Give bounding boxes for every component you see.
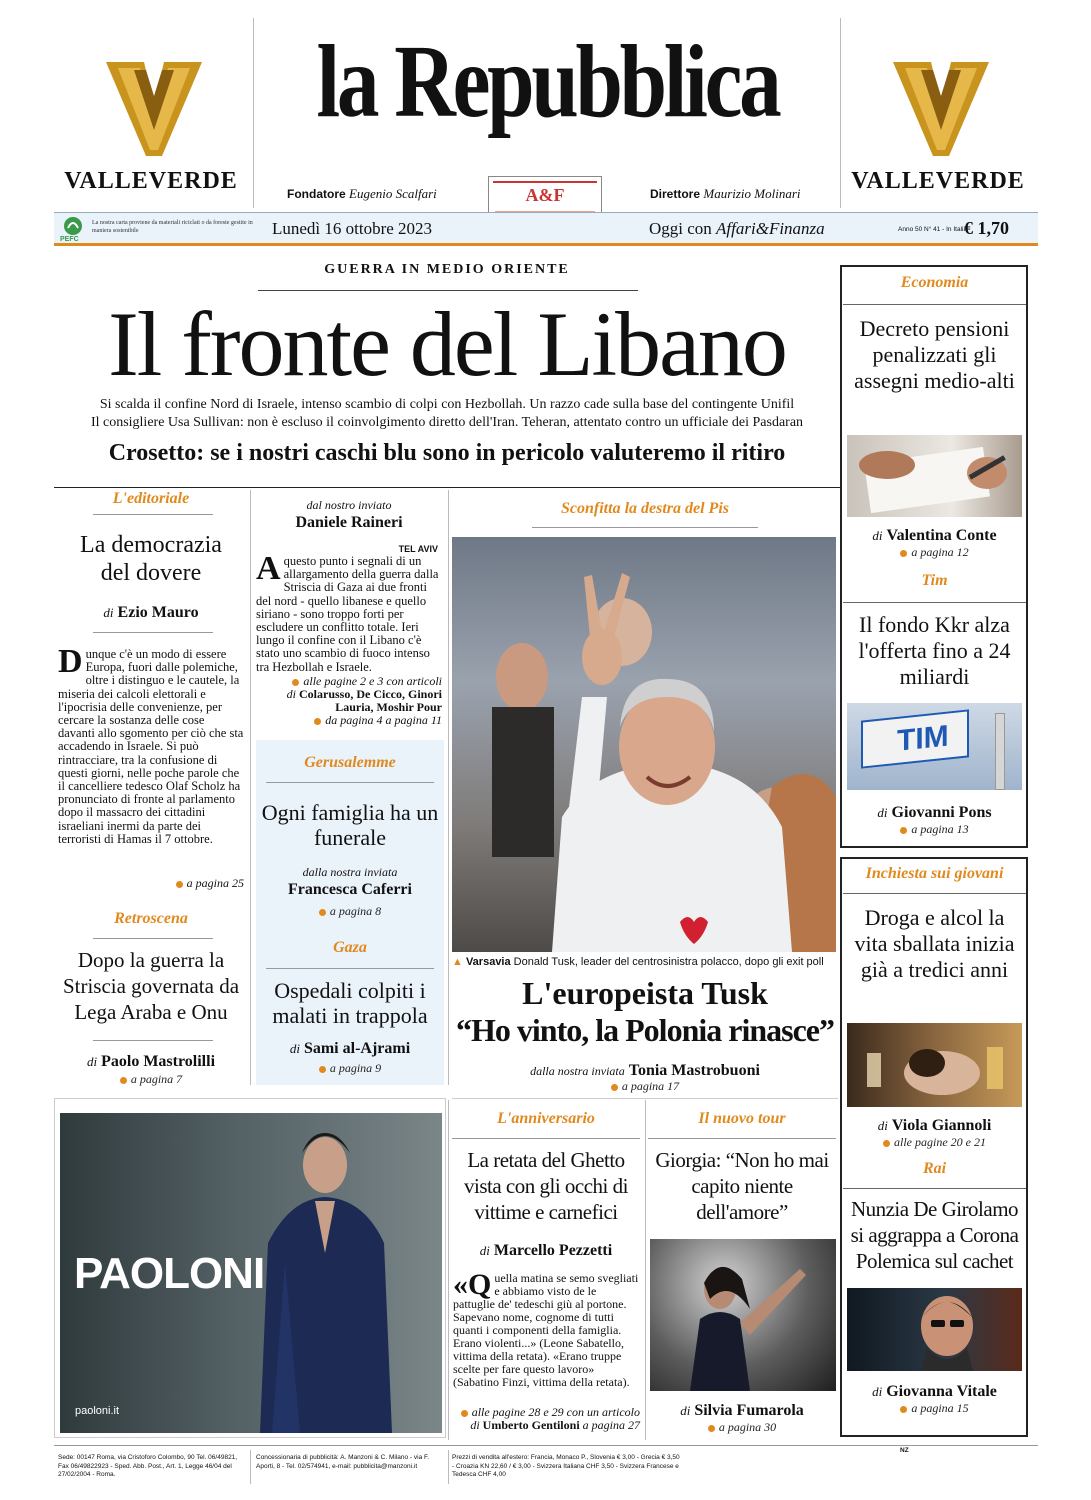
sidebar-economia[interactable] — [843, 268, 1026, 568]
tim-sign — [861, 709, 969, 768]
editorial-text: Dunque c'è un modo di essere Europa, fuori dalle polemiche, oltre i distinguo e le cautele, la miseria dei calcoli elettorali e l'ipocrisia delle convenienze, per cercare la sostanza delle cose davanti allo sgomento per ciò che sta accadendo in Israele. Si può rintracciare, tra la confusione di questi giorni, nelle poche parole che il cancelliere tedesco Olaf Scholz ha pronunciato di fronte al parlamento dopo il massacro dei cittadini israeliani inermi da parte dei terroristi di Hamas il 7 ottobre. — [58, 643, 244, 846]
gaza-byline: di Sami al-Ajrami — [289, 1040, 411, 1057]
editorial-byline: di Ezio Mauro — [103, 604, 199, 621]
gerusalemme-title: Ogni famiglia ha un funerale — [261, 800, 439, 850]
raineri-pre: dal nostro inviato — [306, 498, 392, 512]
giorgia-photo-illustration — [650, 1239, 836, 1391]
paoloni-ad[interactable] — [54, 1098, 446, 1438]
corona-photo[interactable] — [847, 1288, 1022, 1371]
gaza-kicker: Gaza — [333, 939, 367, 956]
tusk-article[interactable] — [452, 490, 838, 1095]
raineri-refs: alle pagine 2 e 3 con articoli di Colarusso, De Cicco, Ginori Lauria, Moshir Pour da pagina 4 a pagina 11 — [286, 674, 442, 727]
tusk-kicker: Sconfitta la destra del Pis — [561, 500, 729, 517]
sidebar-giovani-kicker: Inchiesta sui giovani — [865, 865, 1004, 882]
valleverde-brand-left: VALLEVERDE — [64, 168, 238, 194]
youth-photo[interactable] — [847, 1023, 1022, 1107]
pension-photo[interactable] — [847, 435, 1022, 517]
tusk-photo-illustration — [452, 537, 836, 952]
lead-summary-2: Il consigliere Usa Sullivan: non è escluso il coinvolgimento diretto dell'Iran. Teheran, attentato contro un ufficiale dei Pasdaran — [90, 415, 804, 430]
pefc-note: La nostra carta proviene da materiali riciclati o da foreste gestite in maniera sostenibile — [92, 220, 253, 234]
gaza-title: Ospedali colpiti i malati in trappola — [272, 978, 428, 1028]
ghetto-refs: alle pagine 28 e 29 con un articolo di Umberto Gentiloni a pagina 27 — [452, 1406, 640, 1432]
sidebar-economia-pageref: a pagina 12 — [843, 545, 1026, 560]
tusk-photo[interactable] — [452, 537, 836, 952]
valleverde-brand-right: VALLEVERDE — [851, 168, 1025, 194]
sidebar-rai[interactable] — [843, 1157, 1026, 1432]
youth-photo-illustration — [847, 1023, 1022, 1107]
gaza-jerusalem-box — [256, 740, 444, 1085]
editorial-kicker: L'editoriale — [112, 490, 190, 507]
sidebar-giovani-title: Droga e alcol la vita sballata inizia già a tredici anni — [854, 905, 1015, 982]
date-strip — [54, 212, 1038, 246]
corona-photo-illustration — [847, 1288, 1022, 1371]
sidebar-giovani-byline: di Viola Giannoli — [877, 1117, 992, 1134]
giorgia-pageref: a pagina 30 — [648, 1420, 836, 1435]
ghetto-kicker: L'anniversario — [497, 1110, 595, 1127]
sidebar-economia-byline: di Valentina Conte — [872, 527, 997, 544]
tusk-headline-2: “Ho vinto, la Polonia rinasce” — [456, 1012, 834, 1048]
sidebar-rai-title: Nunzia De Girolamo si aggrappa a Corona Polemica sul cachet — [850, 1197, 1019, 1273]
pefc-label: PEFC — [60, 236, 79, 243]
sidebar-economia-title: Decreto pensioni penalizzati gli assegni medio-alti — [854, 316, 1015, 393]
giorgia-title: Giorgia: “Non ho mai capito niente dell'amore” — [655, 1148, 829, 1224]
lead-summary-1: Si scalda il confine Nord di Israele, intenso scambio di colpi con Hezbollah. Un razzo cade sulla base del contingente Unifil — [99, 397, 795, 412]
ghetto-text: «Quella matina se semo svegliati e abbiamo visto de le pattuglie de' tedeschi giù al portone. Sapevano nome, cognome di tutti quanti i componenti della famiglia. Erano violenti...» (Leone Sabatello, vittima della retata). «Erano truppe scelte per fare questo lavoro» (Sabatino Finzi, vittima della retata). — [453, 1268, 639, 1389]
raineri-dateline: TEL AVIV — [398, 544, 438, 554]
valleverde-ad-right[interactable] — [843, 18, 1033, 208]
retroscena-kicker: Retroscena — [114, 910, 188, 927]
raineri-text: Aquesto punto i segnali di un allargamento della guerra dalla Striscia di Gaza ai due fronti del nord - quello libanese e quello siriano - sono troppo forti per escludere un conflitto totale. Ieri lungo il confine con il Libano c'è stato uno scambio di fuoco intenso tra Hezbollah e Israele. — [256, 550, 439, 674]
valleverde-logo-icon — [104, 56, 204, 161]
giorgia-kicker: Il nuovo tour — [698, 1110, 786, 1127]
valleverde-logo-icon — [891, 56, 991, 161]
masthead — [0, 0, 1091, 250]
tim-photo[interactable] — [847, 703, 1022, 790]
editorial-pageref: a pagina 25 — [58, 876, 244, 891]
sidebar-giovani[interactable] — [843, 860, 1026, 1155]
sidebar-economia-kicker: Economia — [900, 274, 969, 291]
footer-sede: Sede: 00147 Roma, via Cristoforo Colombo, 90 Tel. 06/49821, Fax 06/49822923 - Sped. Abb. Post., Art. 1, Legge 46/04 del 27/02/2004 - Roma. — [58, 1454, 238, 1478]
tim-logo: TIM — [897, 719, 949, 758]
valleverde-ad-left[interactable] — [56, 18, 246, 208]
newspaper-title[interactable]: la Repubblica — [316, 24, 779, 139]
sidebar-rai-byline: di Giovanna Vitale — [872, 1383, 997, 1400]
tusk-pageref: a pagina 17 — [452, 1079, 838, 1094]
sidebar-tim-pageref: a pagina 13 — [843, 822, 1026, 837]
footer-concessionaria: Concessionaria di pubblicità: A. Manzoni & C. Milano - via F. Aporti, 8 - Tel. 02/574941, e-mail: pubblicita@manzoni.it — [256, 1454, 430, 1470]
ghetto-dropcap: «Q — [453, 1268, 492, 1301]
lead-subhead[interactable]: Crosetto: se i nostri caschi blu sono in pericolo valuteremo il ritiro — [108, 440, 786, 466]
footer-code: NZ — [900, 1447, 909, 1454]
editorial-dropcap: D — [58, 643, 83, 680]
lead-kicker: GUERRA IN MEDIO ORIENTE — [324, 262, 570, 277]
sidebar-rai-pageref: a pagina 15 — [843, 1401, 1026, 1416]
lead-headline[interactable]: Il fronte del Libano — [108, 293, 786, 395]
paoloni-ad-image — [60, 1113, 442, 1433]
gaza-article[interactable] — [256, 932, 444, 1082]
ghetto-article[interactable] — [452, 1100, 642, 1440]
af-logo: A&F — [525, 185, 565, 205]
editorial-title: La democrazia del dovere — [80, 532, 222, 586]
sidebar-tim-byline: di Giovanni Pons — [877, 804, 992, 821]
issue-date: Lunedì 16 ottobre 2023 — [272, 219, 433, 238]
pension-photo-illustration — [847, 435, 1022, 517]
retroscena-title: Dopo la guerra la Striscia governata da Lega Araba e Onu — [62, 948, 240, 1024]
raineri-article[interactable] — [256, 492, 444, 732]
editorial-article[interactable] — [58, 487, 248, 897]
gerusalemme-article[interactable] — [256, 740, 444, 930]
sidebar-tim-title: Il fondo Kkr alza l'offerta fino a 24 miliardi — [858, 612, 1011, 689]
gerusalemme-kicker: Gerusalemme — [304, 754, 396, 771]
paoloni-brand: PAOLONI — [74, 1249, 265, 1298]
tusk-byline: dalla nostra inviata Tonia Mastrobuoni — [530, 1062, 760, 1079]
retroscena-article[interactable] — [58, 910, 248, 1090]
paoloni-url: paoloni.it — [75, 1405, 120, 1417]
giorgia-article[interactable] — [648, 1100, 838, 1440]
issue-number: Anno 50 N° 41 - In Italia — [898, 226, 968, 233]
footer-prezzi: Prezzi di vendita all'estero: Francia, Monaco P., Slovenia € 3,00 - Grecia € 3,50 - Croazia KN 22,60 / € 3,00 - Svizzera Italiana CHF 3,50 - Svizzera Francese e Tedesca CHF 4,00 — [452, 1454, 680, 1478]
sidebar-giovani-pageref: alle pagine 20 e 21 — [843, 1135, 1026, 1150]
giorgia-byline: di Silvia Fumarola — [680, 1402, 804, 1419]
gaza-pageref: a pagina 9 — [256, 1061, 444, 1076]
director-line: Direttore Maurizio Molinari — [650, 186, 801, 201]
gerusalemme-pageref: a pagina 8 — [256, 904, 444, 919]
sidebar-tim-kicker: Tim — [921, 572, 948, 589]
ghetto-byline: di Marcello Pezzetti — [479, 1242, 613, 1259]
sidebar-tim[interactable] — [843, 570, 1026, 845]
raineri-dropcap: A — [256, 550, 281, 587]
raineri-author: Daniele Raineri — [295, 514, 403, 531]
sidebar-rai-kicker: Rai — [922, 1160, 947, 1177]
supplement-line: Oggi con Affari&Finanza — [649, 219, 825, 238]
gerusalemme-author: Francesca Caferri — [288, 881, 412, 898]
giorgia-photo[interactable] — [650, 1239, 836, 1391]
tusk-caption: ▲ Varsavia Donald Tusk, leader del centrosinistra polacco, dopo gli exit poll — [452, 956, 824, 968]
price: € 1,70 — [964, 218, 1009, 238]
retroscena-byline: di Paolo Mastrolilli — [86, 1053, 216, 1070]
pefc-icon — [60, 216, 86, 236]
founder-line: Fondatore Eugenio Scalfari — [287, 186, 437, 201]
gerusalemme-pre: dalla nostra inviata — [302, 865, 398, 879]
tusk-headline-1: L'europeista Tusk — [522, 975, 768, 1011]
ghetto-title: La retata del Ghetto vista con gli occhi di vittime e carnefici — [464, 1148, 628, 1224]
retroscena-pageref: a pagina 7 — [58, 1072, 244, 1087]
